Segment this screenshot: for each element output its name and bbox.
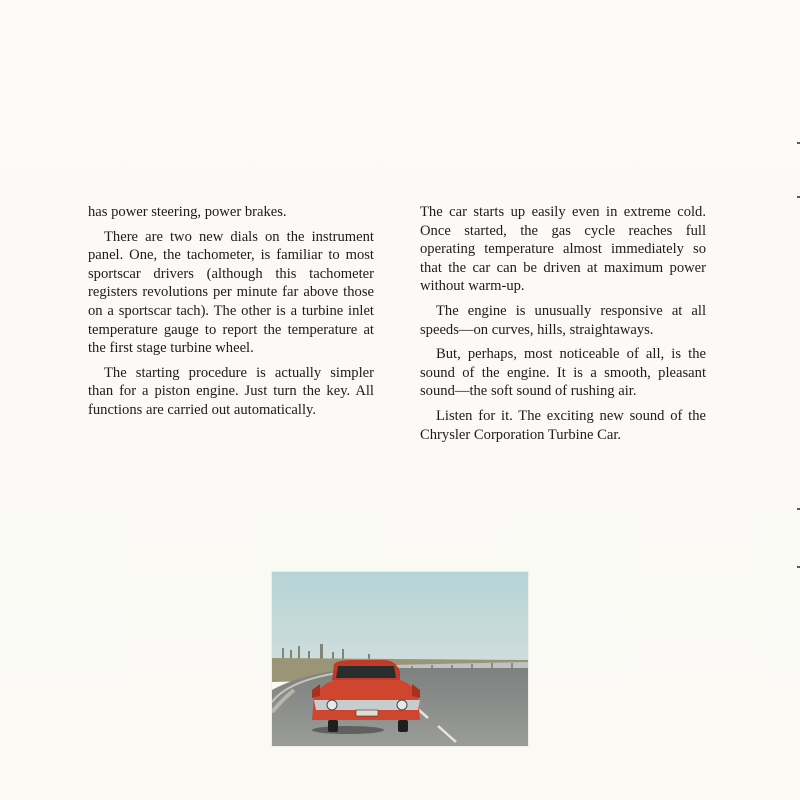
sky bbox=[272, 572, 528, 667]
turbine-car-photo bbox=[272, 572, 528, 746]
left-paragraph-1: has power steering, power brakes. bbox=[88, 204, 287, 220]
right-text-column bbox=[420, 203, 706, 450]
left-paragraph-3: The starting procedure is actually simpler than for a piston engine. Just turn the key. All functions are carried out automatically. bbox=[88, 364, 374, 418]
right-paragraph-2: The engine is unusually responsive at all speeds—on curves, hills, straightaways. bbox=[420, 302, 706, 338]
car-on-test-track-illustration bbox=[272, 572, 528, 746]
right-paragraph-1: The car starts up easily even in extreme cold. Once started, the gas cycle reaches full operating temperature almost immediately so that the car can be driven at maximum power without warm-up. bbox=[420, 204, 706, 295]
left-paragraph-2: There are two new dials on the instrument panel. One, the tachometer, is familiar to most sportscar drivers (although this tachometer registers revolutions per minute far above those on a sportscar tach). The other is a turbine inlet temperature gauge to report the temperature at the first stage turbine wheel. bbox=[88, 228, 374, 357]
right-paragraph-3: But, perhaps, most noticeable of all, is the sound of the engine. It is a smooth, pleasant sound—the soft sound of rushing air. bbox=[420, 346, 706, 400]
right-paragraph-4: Listen for it. The exciting new sound of the Chrysler Corporation Turbine Car. bbox=[420, 407, 706, 443]
left-text-column bbox=[88, 203, 374, 426]
